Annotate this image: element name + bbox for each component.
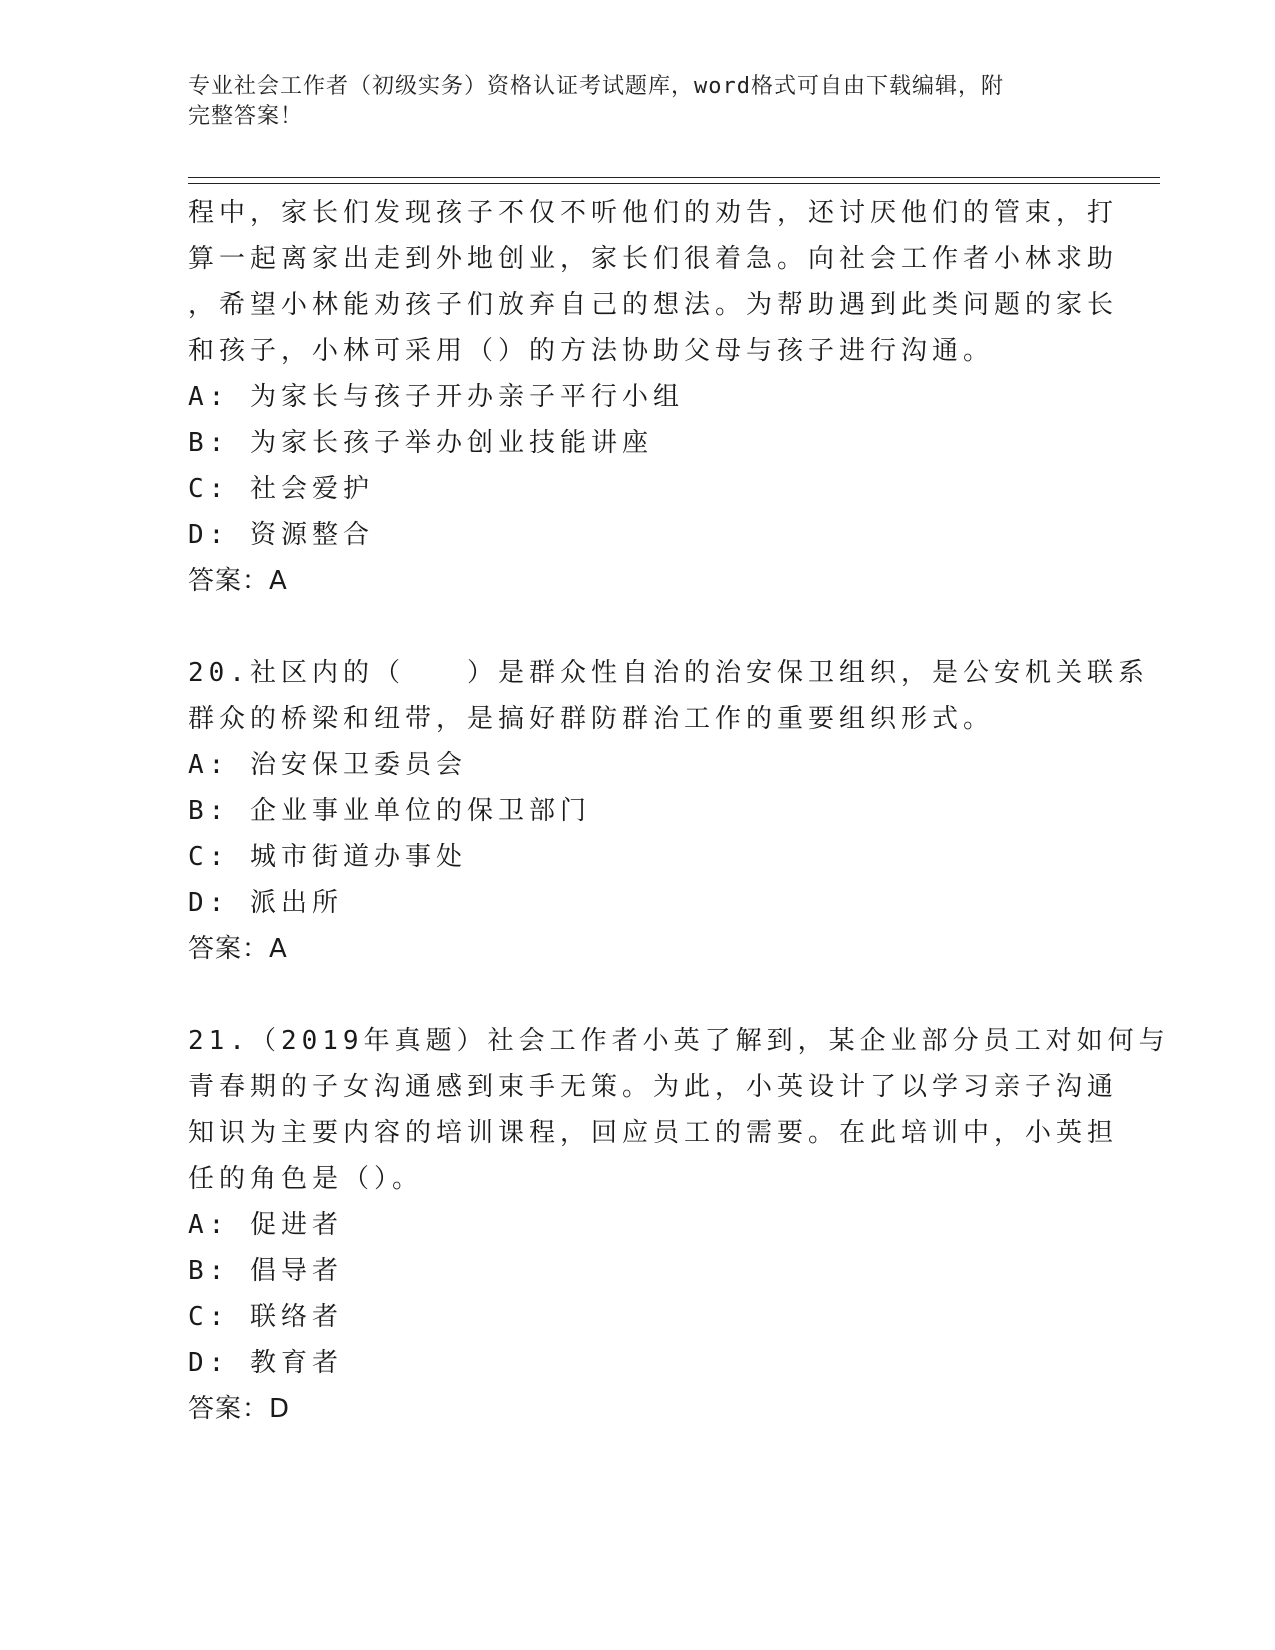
option-b: B: 为家长孩子举办创业技能讲座 [188,428,653,458]
stem-line: 任的角色是（）。 [188,1164,424,1194]
header-rule-bottom [188,183,1160,184]
answer-line: 答案：A [188,566,288,596]
question-stem [188,1018,1170,1202]
option-a: A: 治安保卫委员会 [188,750,467,780]
stem-line: 知识为主要内容的培训课程，回应员工的需要。在此培训中，小英担 [188,1118,1119,1148]
option-b: B: 企业事业单位的保卫部门 [188,796,591,826]
stem-line: 21.（2019年真题）社会工作者小英了解到，某企业部分员工对如何与 [188,1026,1170,1056]
stem-line: 青春期的子女沟通感到束手无策。为此，小英设计了以学习亲子沟通 [188,1072,1119,1102]
stem-line: ，希望小林能劝孩子们放弃自己的想法。为帮助遇到此类问题的家长 [188,290,1119,320]
question-stem [188,650,1149,742]
option-c: C: 城市街道办事处 [188,842,467,872]
stem-line: 群众的桥梁和纽带，是搞好群防群治工作的重要组织形式。 [188,704,995,734]
question-block-21 [188,1018,1170,1432]
option-c: C: 社会爱护 [188,474,374,504]
document-header [188,72,1068,132]
answer-line: 答案：A [188,934,288,964]
option-d: D: 教育者 [188,1348,343,1378]
stem-line: 程中，家长们发现孩子不仅不听他们的劝告，还讨厌他们的管束，打 [188,198,1119,228]
option-b: B: 倡导者 [188,1256,343,1286]
option-d: D: 派出所 [188,888,343,918]
option-a: A: 为家长与孩子开办亲子平行小组 [188,382,684,412]
option-c: C: 联络者 [188,1302,343,1332]
stem-line: 算一起离家出走到外地创业，家长们很着急。向社会工作者小林求助 [188,244,1119,274]
header-line-2: 完整答案！ [188,104,304,129]
header-rule-top [188,177,1160,178]
option-a: A: 促进者 [188,1210,343,1240]
stem-line: 20.社区内的（ ）是群众性自治的治安保卫组织，是公安机关联系 [188,658,1149,688]
option-d: D: 资源整合 [188,520,374,550]
question-stem [188,190,1119,374]
question-block-19 [188,190,1119,604]
header-line-1: 专业社会工作者（初级实务）资格认证考试题库，word格式可自由下载编辑，附 [188,74,1004,99]
question-block-20 [188,650,1149,972]
question-list [188,190,1170,1478]
stem-line: 和孩子，小林可采用（）的方法协助父母与孩子进行沟通。 [188,336,995,366]
answer-line: 答案：D [188,1394,291,1424]
